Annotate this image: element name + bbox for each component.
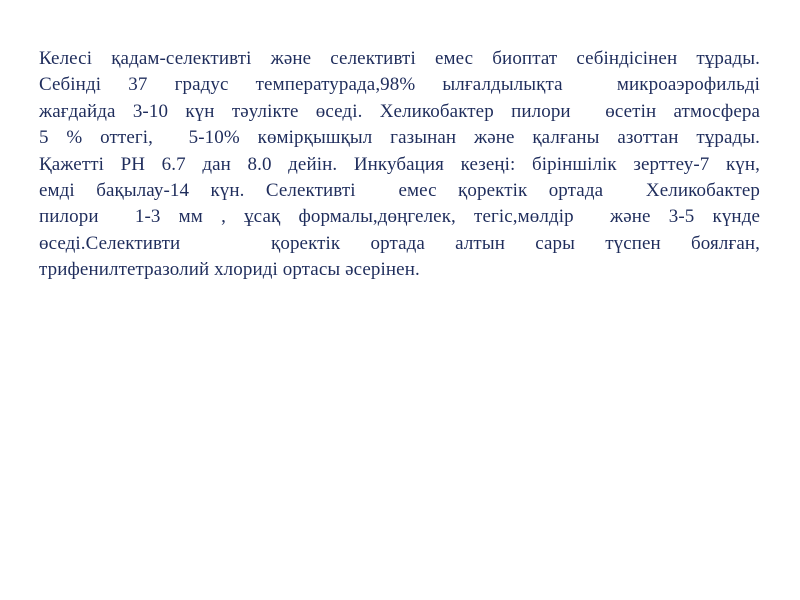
paragraph-line-5: Қажетті PH 6.7 дан 8.0 дейін. Инкубация кезеңі: біріншілік зерттеу-7 күн, xyxy=(39,153,760,175)
paragraph-line-9: трифенилтетразолий хлориді ортасы әсерінен. xyxy=(39,259,420,281)
paragraph-line-7: пилори 1-3 мм , ұсақ формалы,дөңгелек, тегіс,мөлдір және 3-5 күнде xyxy=(39,206,760,228)
paragraph-line-6: емді бақылау-14 күн. Селективті емес қоректік ортада Хеликобактер xyxy=(39,180,760,202)
paragraph-line-3: жағдайда 3-10 күн тәулікте өседі. Хеликобактер пилори өсетін атмосфера xyxy=(39,100,760,122)
paragraph-line-1: Келесі қадам-селективті және селективті емес биоптат себіндісінен тұрады. xyxy=(39,48,760,69)
paragraph-line-2: Себінді 37 градус температурада,98% ылғалдылықта микроаэрофильді xyxy=(39,74,760,96)
slide-paragraph xyxy=(39,46,760,284)
paragraph-line-4: 5 % оттегі, 5-10% көмірқышқыл газынан және қалғаны азоттан тұрады. xyxy=(39,127,760,149)
paragraph-line-8: өседі.Селективти қоректік ортада алтын сары түспен боялған, xyxy=(39,232,760,254)
